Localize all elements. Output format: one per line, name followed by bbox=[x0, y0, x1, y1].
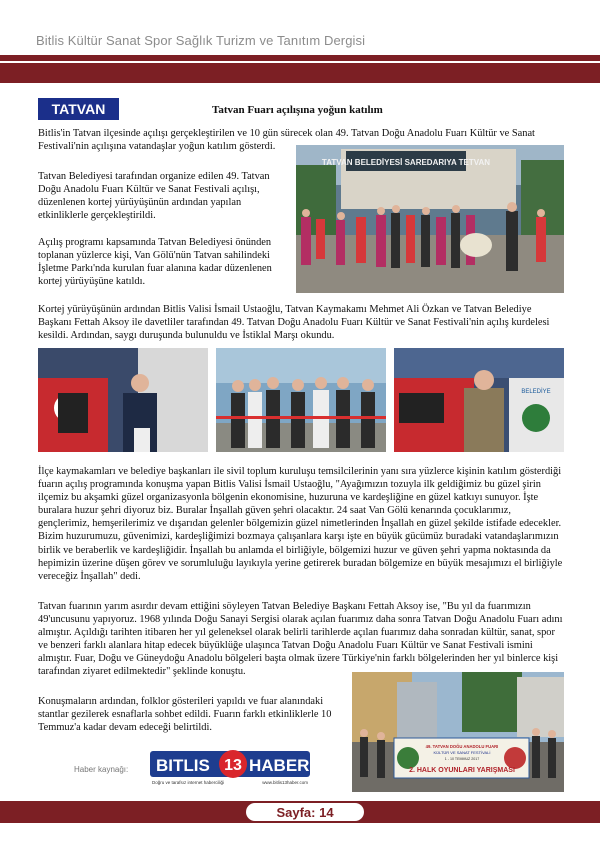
photo-mayor-speech bbox=[394, 348, 564, 452]
photo-parade-banner bbox=[352, 672, 564, 792]
header-band bbox=[0, 63, 600, 83]
banner-title: 49. TATVAN DOĞU ANADOLU FUARI bbox=[425, 744, 499, 749]
photo-folk-dancers bbox=[296, 145, 564, 293]
paragraph-organize: Tatvan Belediyesi tarafından organize edilen 49. Tatvan Doğu Anadolu Fuarı Kültür ve Sanat Festivali açılışı, düzenlenen kortej yürüyüşünün ardından yapılan etkinliklerle gerçekleştirildi. bbox=[38, 171, 270, 222]
photo-building-sign: TATVAN BELEDİYESİ SAREDARIYA TETVAN bbox=[321, 158, 491, 167]
paragraph-intro: Bitlis'in Tatvan ilçesinde açılışı gerçekleştirilen ve 10 gün sürecek olan 49. Tatvan Doğu Anadolu Fuarı Kültür ve Sanat Festivali'nin açılışına vatandaşlar yoğun katılım gösterdi. bbox=[38, 128, 535, 153]
paragraph-governor: İlçe kaymakamları ve belediye başkanları ile sivil toplum kuruluşu temsilcilerinin yanı sıra yüzlerce kişinin katılım gösterdiği fuarın açılış programında konuşma yapan Bitlis Valisi İsmail Ustaoğlu, "Ayağımızın tozuyla ilk geldiğimiz bu güzel şirin ilçemiz bu akşamki güzel organizasyonla bölgenin ekonomisine, huzuruna ve kardeşliğine en güzel katkıyı sunuyor. İşte buralara huzur şehri diyoruz biz. Buralar İnşallah güven şehri olacaktır. 24 saat Van Gölü kenarında çocuklarımız, gençlerimiz, hemşerilerimiz ve dışarıdan gelenler bölgemizin güzel nimetlerinden İnşallah en güzel şekilde istifade edecekler. Bizim huzurumuzu, güvenimizi, kardeşliğimizi bozmaya çalışanlara karşı işte en büyük gücümüz buradaki vatandaşlarımızın birlik ve beraberlik ve kardeşliğidir. İnşallah bu anlamda el birliğiyle, bölgemizi huzur ve güven şehri yapma noktasında da hepimizin üzerine düşen görev ve sorumluluğu layıkıyla yerine getirerek buradan bölgemize en büyük mesajımızı el birliğiyle vereceğiz İnşallah" dedi. bbox=[38, 466, 563, 582]
paragraph-ribbon: Kortej yürüyüşünün ardından Bitlis Valisi İsmail Ustaoğlu, Tatvan Kaymakamı Mehmet Ali Özkan ve Tatvan Belediye Başkanı Fettah Aksoy ile davetliler tarafından 49. Tatvan Doğu Anadolu Fuarı Kültür ve Sanat Festivali'nin açılış kurdelesi kesildi. Ardından, saygı duruşunda bulunuldu ve İstiklal Marşı okundu. bbox=[38, 304, 550, 342]
paragraph-mayor: Tatvan fuarının yarım asırdır devam ettiğini söyleyen Tatvan Belediye Başkanı Fettah Aksoy ise, "Bu yıl da fuarımızın 49'uncusunu yapıyoruz. 1968 yılında Doğu Sanayi Sergisi olarak açılan fuarımız daha sonra Tatvan Doğu Anadolu Fuarı adını almıştır. Açıldığı tarihten itibaren her yıl geleneksel olarak belirli tarihlerde açılan fuarımız daha sonradan kültür, sanat, spor ve benzeri farklı alanlara hitap edecek büyüklüğe ulaşınca Tatvan Doğu Anadolu Fuarı Kültür ve Sanat Festivali ismini almıştır. Fuar, Doğu ve Güneydoğu Anadolu bölgeleri başta olmak üzere Türkiye'nin farklı bölgelerinden her yıl binlerce kişi tarafından ziyaret edilmektedir" şeklinde konuştu. bbox=[38, 601, 563, 678]
bitlis13haber-logo[interactable] bbox=[150, 748, 312, 788]
section-tab: TATVAN bbox=[38, 98, 119, 120]
photo-podium-sign: BELEDİYE bbox=[521, 389, 551, 395]
logo-word-bitlis: BITLIS bbox=[156, 756, 210, 775]
magazine-title: Bitlis Kültür Sanat Spor Sağlık Turizm ve Tanıtım Dergisi bbox=[36, 33, 366, 48]
banner-contest: 2. HALK OYUNLARI YARIŞMASI bbox=[409, 767, 515, 774]
photo-ribbon-cutting bbox=[216, 348, 386, 452]
logo-word-haber: HABER bbox=[249, 756, 310, 775]
banner-subtitle: KÜLTÜR VE SANAT FESTİVALİ bbox=[433, 750, 491, 755]
photo-governor-speech bbox=[38, 348, 208, 452]
header-band-thin bbox=[0, 55, 600, 61]
article-headline: Tatvan Fuarı açılışına yoğun katılım bbox=[212, 104, 383, 116]
news-source-label: Haber kaynağı: bbox=[74, 765, 129, 774]
page-number: Sayfa: 14 bbox=[246, 803, 364, 821]
logo-number: 13 bbox=[224, 757, 242, 774]
paragraph-closing: Konuşmaların ardından, folklor gösterileri yapıldı ve fuar alanındaki stantlar gezilerek esnaflarla sohbet edildi. Fuarın farklı etkinliklerle 10 Temmuz'a kadar devam edeceği belirtildi. bbox=[38, 696, 332, 734]
logo-url: www.bitlis13haber.com bbox=[262, 780, 308, 785]
paragraph-program: Açılış programı kapsamında Tatvan Belediyesi önünden toplanan yüzlerce kişi, Van Gölü'nün Tatvan sahilindeki İşletme Parkı'nda kurulan fuar alanına kadar düzenlenen kortej yürüyüşüne katıldı. bbox=[38, 237, 272, 288]
logo-tagline: Doğru ve tarafsız internet haberciliği bbox=[152, 780, 225, 785]
banner-date: 1 - 10 TEMMUZ 2017 bbox=[444, 757, 480, 761]
